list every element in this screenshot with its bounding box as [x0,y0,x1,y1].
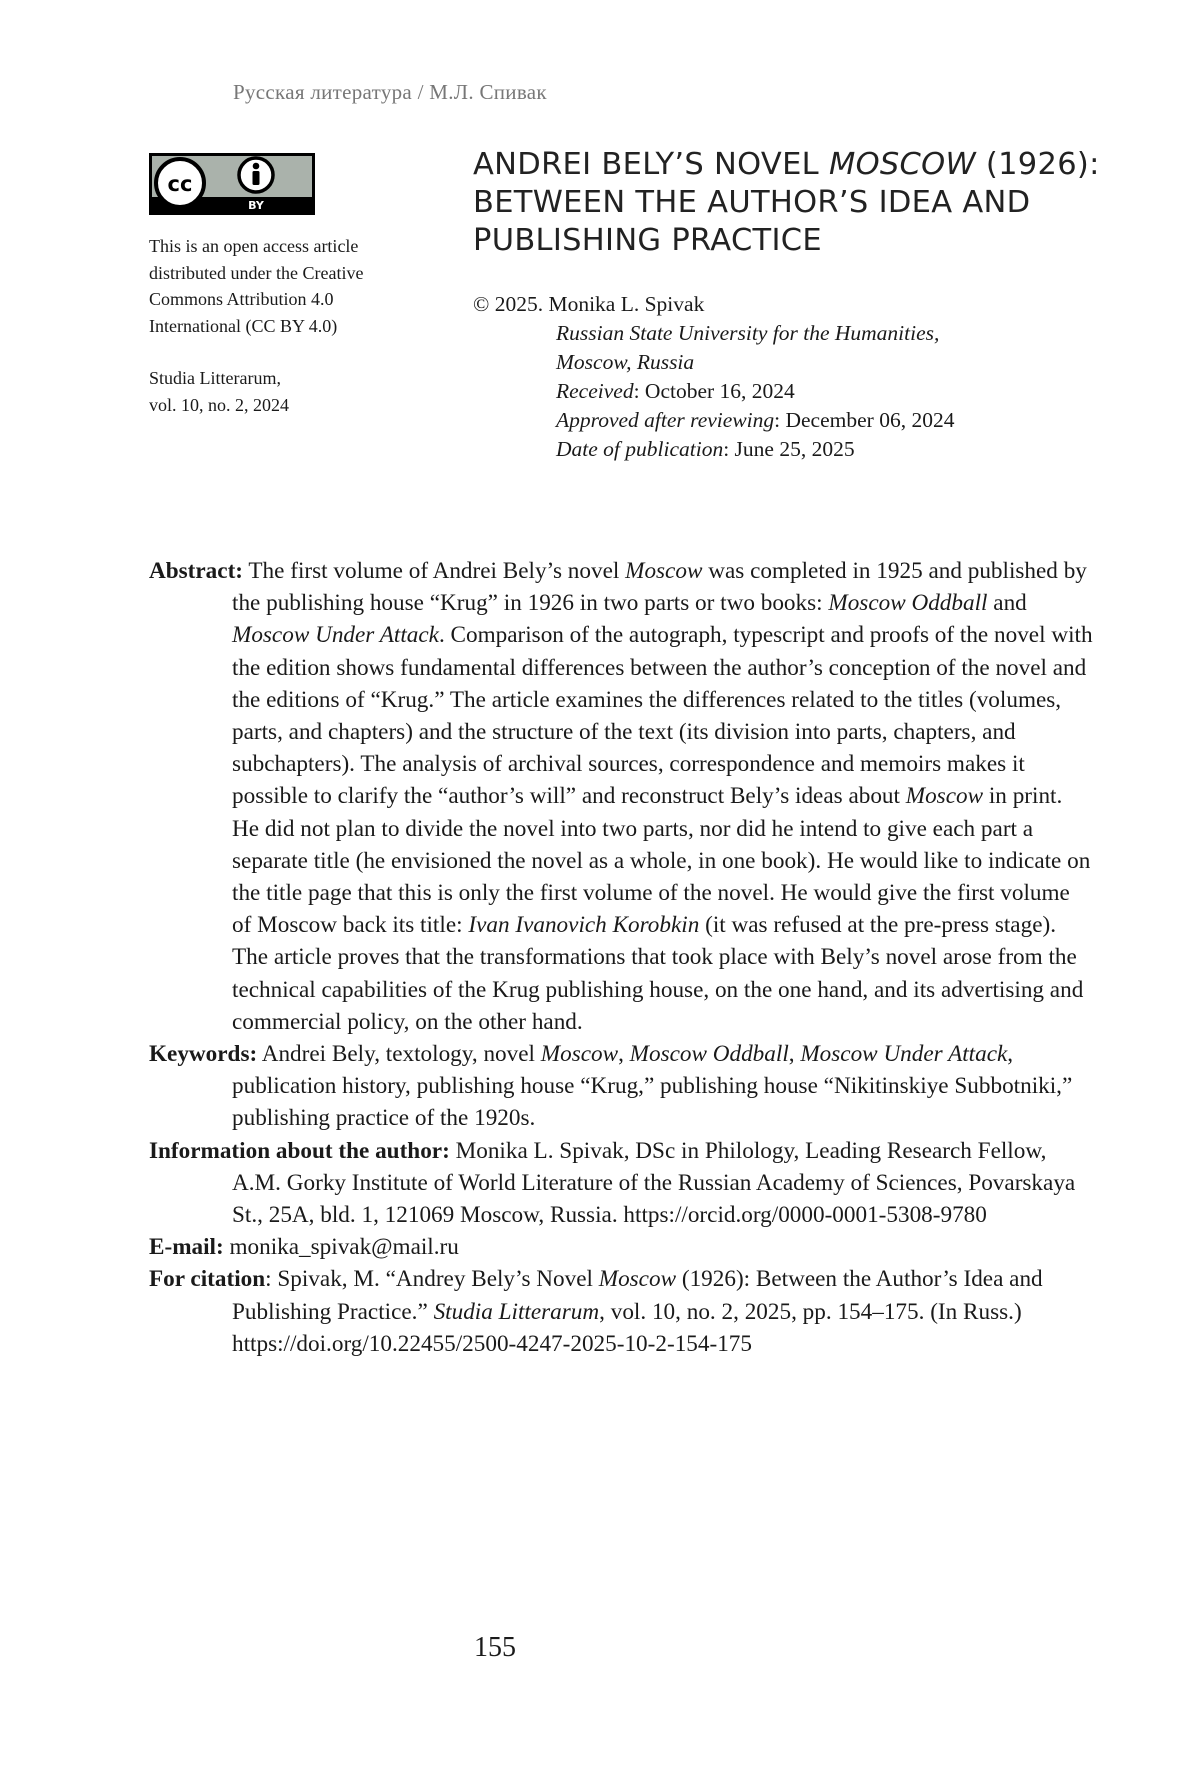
license-line: This is an open access article [149,236,359,256]
approved-date: Approved after reviewing: December 06, 2024 [556,408,955,432]
citation: For citation: Spivak, M. “Andrey Bely’s Novel Moscow (1926): Between the Author’s Idea and Publishing Practice.” Studia Litterarum, vol. 10, no. 2, 2025, pp. 154–175. (In Russ.) https://doi.org/10.22455/2500-4247-2025-10-2-154-175 [149,1266,1043,1357]
received-date: Received: October 16, 2024 [556,379,795,403]
running-head: Русская литература / М.Л. Спивак [233,80,547,104]
cc-by-label: BY [248,199,264,212]
publication-date: Date of publication: June 25, 2025 [556,437,855,461]
article-title: ANDREI BELY’S NOVEL MOSCOW (1926): BETWEEN THE AUTHOR’S IDEA AND PUBLISHING PRACTICE [473,147,1100,258]
abstract: Abstract: The first volume of Andrei Bely’s novel Moscow was completed in 1925 and published by the publishing house “Krug” in 1926 in two parts or two books: Moscow Oddball and Moscow Under Attack. Comparison of the autograph, typescript and proofs of the novel with the edition shows fundamental differences between the author’s conception of the novel and the editions of “Krug.” The article examines the differences related to the titles (volumes, parts, and chapters) and the structure of the text (its division into parts, chapters, and subchapters). The analysis of archival sources, correspondence and memoirs makes it possible to clarify the “author’s will” and reconstruct Bely’s ideas about Moscow in print. He did not plan to divide the novel into two parts, nor did he intend to give each part a separate title (he envisioned the novel as a whole, in one book). He would like to indicate on the title page that this is only the first volume of the novel. He would give the first volume of Moscow back its title: Ivan Ivanovich Korobkin (it was refused at the pre-press stage). The article proves that the transformations that took place with Bely’s novel arose from the technical capabilities of the Krug publishing house, on the one hand, and its advertising and commercial policy, on the other hand. [149,558,1093,1035]
author-email: E-mail: monika_spivak@mail.ru [149,1234,459,1261]
journal-reference [149,365,439,418]
journal-name: Studia Litterarum, [149,368,281,388]
cc-license-badge[interactable] [149,153,315,219]
article-meta [473,290,1033,464]
license-line: Commons Attribution 4.0 [149,289,334,309]
author-info: Information about the author: Monika L. Spivak, DSc in Philology, Leading Research Fellow, A.M. Gorky Institute of World Literature of the Russian Academy of Sciences, Povarskaya St., 25A, bld. 1, 121069 Moscow, Russia. https://orcid.org/0000-0001-5308-9780 [149,1137,1076,1229]
svg-text:cc: cc [167,172,193,196]
cc-by-icon [149,153,315,215]
license-line: International (CC BY 4.0) [149,315,338,336]
journal-issue: vol. 10, no. 2, 2024 [149,394,290,415]
article-front-matter [149,555,1094,1360]
page-number: 155 [474,1632,516,1663]
license-line: distributed under the Creative [149,262,364,283]
license-notice [149,233,439,339]
keywords: Keywords: Andrei Bely, textology, novel Moscow, Moscow Oddball, Moscow Under Attack, publication history, publishing house “Krug,” publishing house “Nikitinskiye Subbotniki,” publishing practice of the 1920s. [149,1041,1073,1132]
affiliation: Russian State University for the Humanities, Moscow, Russia [556,321,940,374]
copyright-line: © 2025. Monika L. Spivak [473,292,705,316]
